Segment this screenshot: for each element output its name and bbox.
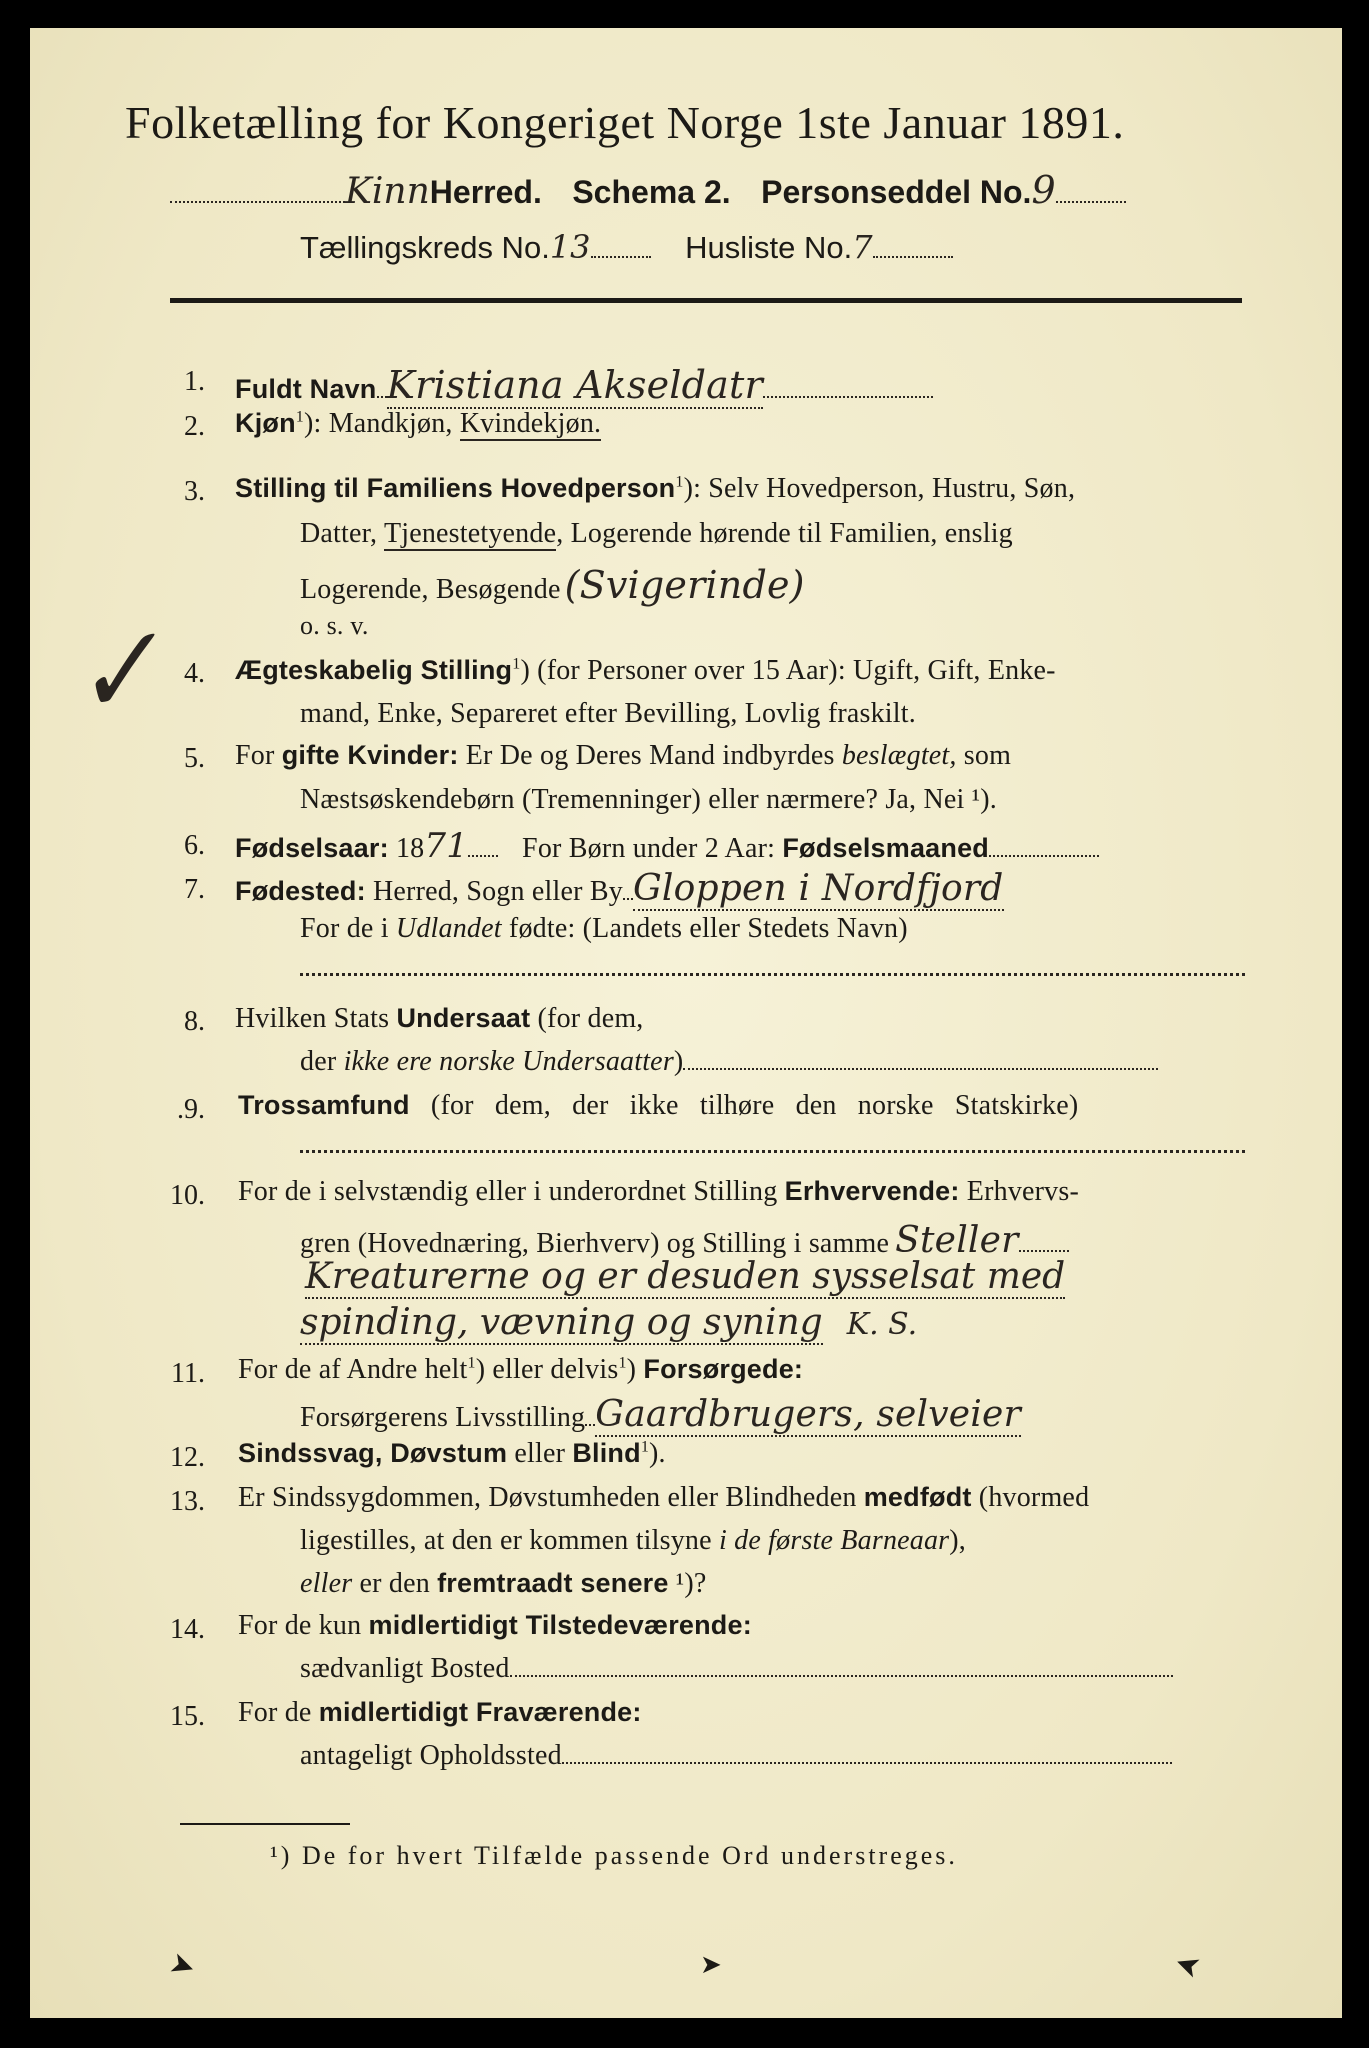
q8-line2 bbox=[300, 1046, 1158, 1078]
q12-blind: Blind bbox=[572, 1438, 641, 1468]
q11-value: Gaardbrugers, selveier bbox=[595, 1394, 1021, 1435]
q15-label: midlertidigt Fraværende: bbox=[318, 1697, 642, 1727]
q4-line1 bbox=[235, 655, 1056, 687]
q14-line2 bbox=[300, 1653, 1173, 1685]
corner-mark-center: ➤ bbox=[700, 1950, 722, 1979]
husliste-value: 7 bbox=[852, 228, 873, 266]
corner-mark-left: ➤ bbox=[165, 1945, 201, 1986]
q8-line2c: ) bbox=[673, 1046, 684, 1077]
q12-line: Sindssvag, Døvstum eller Blind$^1$). bbox=[238, 1438, 666, 1469]
q2-line bbox=[235, 408, 601, 440]
q3-line1-text: ): Selv Hovedperson, Hustru, Søn, bbox=[683, 473, 1076, 504]
q11-line1c: ) bbox=[626, 1354, 644, 1385]
q10-line2-text: gren (Hovednæring, Bierhverv) og Stilling i samme bbox=[300, 1228, 890, 1259]
q15-number: 15. bbox=[170, 1701, 205, 1732]
q5-label: gifte Kvinder: bbox=[281, 740, 459, 770]
q3-line3-text: Logerende, Besøgende bbox=[300, 574, 561, 605]
q5-line1c: som bbox=[956, 740, 1012, 771]
q14-line1 bbox=[238, 1610, 752, 1642]
footnote: ¹) De for hvert Tilfælde passende Ord understreges. bbox=[270, 1841, 958, 1870]
q13-line1a: Er Sindssygdommen, Døvstumheden eller Blindheden bbox=[238, 1482, 864, 1513]
q1-line bbox=[235, 363, 933, 407]
q3-tjenestetyende: Tjenestetyende bbox=[383, 518, 557, 549]
personseddel-value: 9 bbox=[1031, 168, 1056, 212]
q5-number: 5. bbox=[184, 743, 205, 774]
q7-label: Fødested: bbox=[235, 876, 366, 906]
q3-number: 3. bbox=[184, 476, 205, 507]
q7-udlandet: Udlandet bbox=[395, 913, 502, 944]
q11-line1a: For de af Andre helt bbox=[238, 1354, 468, 1385]
q8-line1a: Hvilken Stats bbox=[235, 1003, 397, 1034]
header-rule bbox=[170, 298, 1242, 303]
q12-text-a: eller bbox=[507, 1438, 573, 1469]
q10-value3: spinding, vævning og syning bbox=[300, 1302, 823, 1343]
q3-line3 bbox=[300, 563, 805, 607]
q2-label: Kjøn bbox=[235, 408, 296, 438]
q14-number: 14. bbox=[170, 1614, 205, 1645]
q12-number: 12. bbox=[170, 1442, 205, 1473]
kreds-label: Tællingskreds No. bbox=[300, 230, 550, 265]
q13-line2 bbox=[300, 1525, 966, 1557]
q8-line1c: (for dem, bbox=[530, 1003, 644, 1034]
herred-line bbox=[170, 168, 1126, 212]
q13-number: 13. bbox=[170, 1486, 205, 1517]
q8-line2a: der bbox=[300, 1046, 344, 1077]
q3-line1 bbox=[235, 473, 1075, 505]
q10-line1c: Erhvervs- bbox=[959, 1176, 1079, 1207]
q12-text-c: ). bbox=[649, 1438, 666, 1469]
q13-line2c: ), bbox=[949, 1525, 967, 1556]
q13-line2b: i de første Barneaar bbox=[718, 1525, 950, 1556]
q9-line bbox=[238, 1090, 1078, 1122]
q5-line1 bbox=[235, 740, 1011, 772]
q15-line2-text: antageligt Opholdssted bbox=[300, 1740, 562, 1771]
q11-number: 11. bbox=[171, 1358, 205, 1389]
q8-number: 8. bbox=[184, 1006, 205, 1037]
q14-line2-text: sædvanligt Bosted bbox=[300, 1653, 510, 1684]
q6-line bbox=[235, 826, 1099, 866]
q4-number: 4. bbox=[184, 658, 205, 689]
q2-kvindekjon: Kvindekjøn. bbox=[459, 408, 602, 439]
q2-number: 2. bbox=[184, 411, 205, 442]
q3-line2a: Datter, bbox=[300, 518, 384, 549]
q13-line3d: ¹)? bbox=[668, 1568, 707, 1599]
q11-line2 bbox=[300, 1394, 1021, 1435]
q7-value: Gloppen i Nordfjord bbox=[632, 868, 1004, 909]
q7-number: 7. bbox=[184, 874, 205, 905]
q7-line2a: For de i bbox=[300, 913, 396, 944]
q3-line2 bbox=[300, 518, 1013, 550]
kreds-line bbox=[300, 228, 953, 266]
q2-sup: 1 bbox=[295, 408, 304, 426]
q10-value2: Kreaturerne og er desuden sysselsat med bbox=[305, 1256, 1066, 1297]
herred-label: Herred. bbox=[429, 174, 542, 210]
q7-blank-line bbox=[300, 973, 1245, 976]
q9-number: .9. bbox=[177, 1094, 205, 1125]
q8-undersaat: Undersaat bbox=[396, 1003, 531, 1033]
q7-text: Herred, Sogn eller By bbox=[365, 876, 623, 907]
schema-label: Schema 2. bbox=[572, 174, 731, 210]
q6-value: 71 bbox=[424, 826, 469, 866]
q4-sup: 1 bbox=[512, 655, 521, 673]
q8-line2b: ikke ere norske Undersaatter bbox=[343, 1046, 674, 1077]
q15-line2 bbox=[300, 1740, 1172, 1772]
q1-label: Fuldt Navn bbox=[235, 374, 377, 404]
husliste-label: Husliste No. bbox=[685, 230, 853, 265]
q11-line1b: ) eller delvis bbox=[475, 1354, 619, 1385]
q7-line2 bbox=[300, 913, 908, 945]
q10-line1 bbox=[238, 1176, 1079, 1208]
q4-line1-text: ) (for Personer over 15 Aar): Ugift, Gift, Enke- bbox=[520, 655, 1056, 686]
q1-number: 1. bbox=[184, 366, 205, 397]
q10-erhvervende: Erhvervende: bbox=[784, 1176, 960, 1206]
q3-label: Stilling til Familiens Hovedperson bbox=[235, 473, 676, 503]
q7-line1 bbox=[235, 868, 1004, 909]
q6-rest-a: For Børn under 2 Aar: bbox=[522, 833, 783, 864]
q15-pre: For de bbox=[238, 1697, 319, 1728]
q1-value: Kristiana Akseldatr bbox=[386, 363, 763, 407]
q5-pre: For bbox=[235, 740, 282, 771]
q2-text: ): Mandkjøn, bbox=[304, 408, 460, 439]
q6-fodselsmaaned: Fødselsmaaned bbox=[782, 833, 989, 863]
q11-line2-text: Forsørgerens Livsstilling bbox=[300, 1402, 586, 1433]
margin-check-mark: ✓ bbox=[59, 600, 173, 744]
q11-forsorgede: Forsørgede: bbox=[643, 1354, 804, 1384]
form-title: Folketælling for Kongeriget Norge 1ste Januar 1891. bbox=[125, 97, 1125, 148]
herred-value: Kinn bbox=[345, 171, 430, 212]
q15-line1 bbox=[238, 1697, 642, 1729]
q5-line1a: Er De og Deres Mand indbyrdes bbox=[458, 740, 842, 771]
q6-prefix: 18 bbox=[388, 833, 425, 864]
q9-text: (for dem, der ikke tilhøre den norske Statskirke) bbox=[409, 1090, 1079, 1121]
personseddel-label: Personseddel No. bbox=[761, 174, 1032, 210]
q6-label: Fødselsaar: bbox=[235, 833, 389, 863]
q4-line2: mand, Enke, Separeret efter Bevilling, Lovlig fraskilt. bbox=[300, 698, 916, 729]
q14-pre: For de kun bbox=[238, 1610, 369, 1641]
q3-sup: 1 bbox=[675, 473, 684, 491]
q10-line4 bbox=[300, 1302, 917, 1343]
q13-line1c: (hvormed bbox=[971, 1482, 1090, 1513]
q7-line2c: fødte: (Landets eller Stedets Navn) bbox=[501, 913, 908, 944]
q12-label: Sindssvag, Døvstum bbox=[238, 1438, 508, 1468]
q13-line3 bbox=[300, 1568, 707, 1600]
q9-blank-line bbox=[300, 1150, 1245, 1153]
q13-medfodt: medfødt bbox=[863, 1482, 972, 1512]
q3-line4: o. s. v. bbox=[300, 611, 369, 640]
q8-line1 bbox=[235, 1003, 644, 1035]
q10-mark: K. S. bbox=[846, 1307, 918, 1342]
q10-line1a: For de i selvstændig eller i underordnet Stilling bbox=[238, 1176, 785, 1207]
q14-label: midlertidigt Tilstedeværende: bbox=[368, 1610, 752, 1640]
q10-value1: Steller bbox=[895, 1220, 1019, 1261]
q3-value: (Svigerinde) bbox=[564, 563, 805, 607]
kreds-value: 13 bbox=[549, 228, 591, 266]
q3-line2c: , Logerende hørende til Familien, enslig bbox=[556, 518, 1013, 549]
q11-line1: For de af Andre helt$^1$) eller delvis$^1$) Forsørgede: bbox=[238, 1354, 804, 1385]
q10-line2 bbox=[300, 1220, 1069, 1261]
q9-label: Trossamfund bbox=[238, 1090, 410, 1120]
q13-line1 bbox=[238, 1482, 1089, 1514]
corner-mark-right: ➤ bbox=[1170, 1945, 1206, 1986]
census-form-sheet bbox=[30, 28, 1342, 2018]
q10-number: 10. bbox=[170, 1180, 205, 1211]
q13-line3b: er den bbox=[352, 1568, 438, 1599]
q5-line2: Næstsøskendebørn (Tremenninger) eller nærmere? Ja, Nei ¹). bbox=[300, 784, 997, 815]
q13-line2a: ligestilles, at den er kommen tilsyne bbox=[300, 1525, 719, 1556]
q4-label: Ægteskabelig Stilling bbox=[235, 655, 513, 685]
q13-eller: eller bbox=[300, 1568, 353, 1599]
q5-beslaegtet: beslægtet, bbox=[841, 740, 957, 771]
q6-number: 6. bbox=[184, 830, 205, 861]
q13-fremtraadt: fremtraadt senere bbox=[437, 1568, 669, 1598]
footnote-rule bbox=[180, 1823, 350, 1825]
